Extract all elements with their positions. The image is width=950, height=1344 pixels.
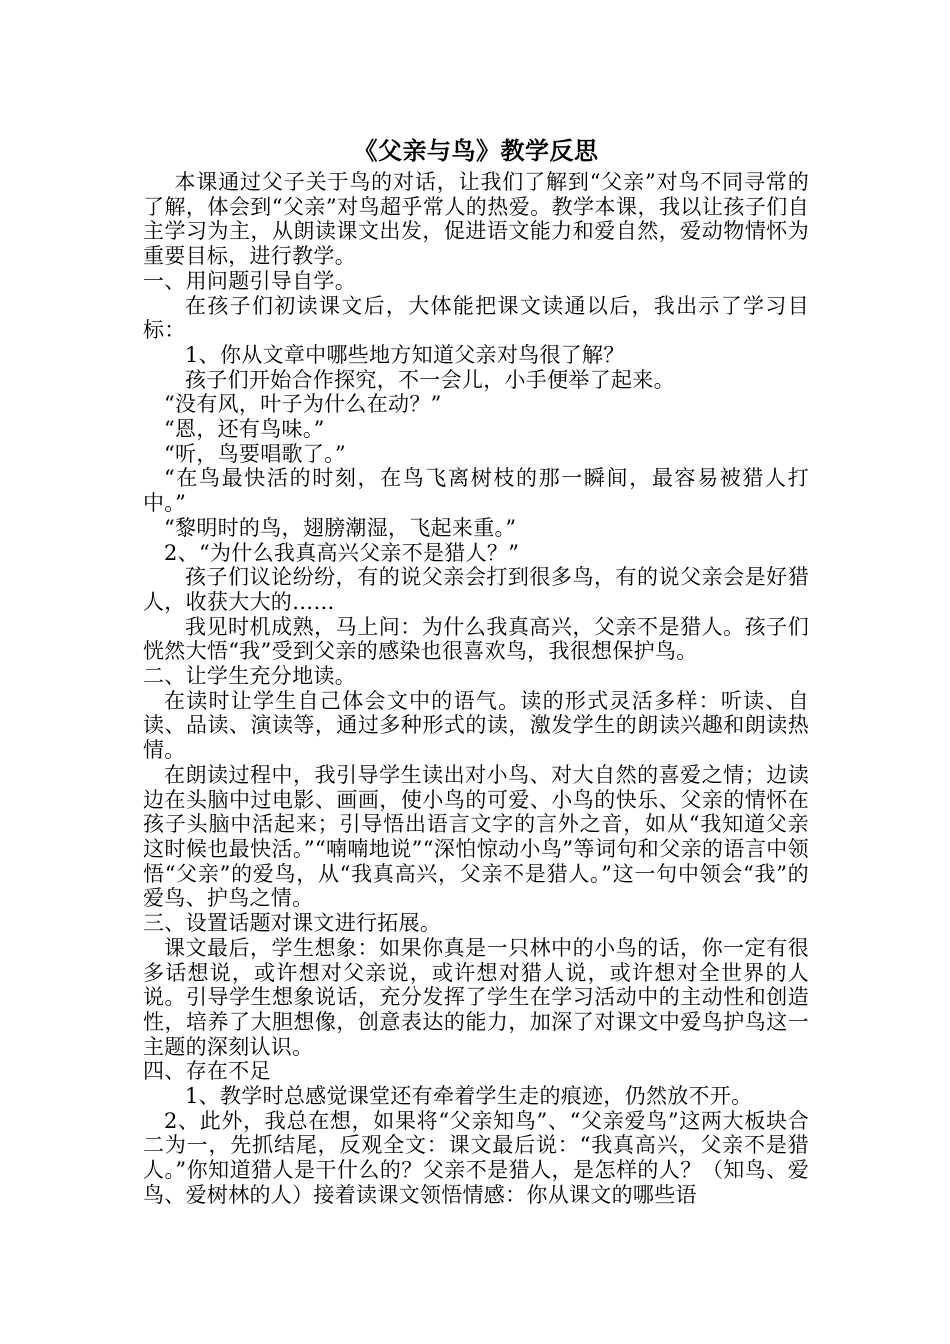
section-heading-2: 二、让学生充分地读。 <box>143 664 356 689</box>
section-heading-4: 四、存在不足 <box>143 1059 271 1084</box>
section-heading-3: 三、设置话题对课文进行拓展。 <box>143 911 442 936</box>
quote-line: “恩，还有鸟味。” <box>164 417 325 442</box>
paragraph: 在孩子们初读课文后，大体能把课文读通以后，我出示了学习目标： <box>143 293 809 343</box>
paragraph-intro: 本课通过父子关于鸟的对话，让我们了解到“父亲”对鸟不同寻常的了解，体会到“父亲”对鸟超乎常人的热爱。教学本课，我以让孩子们自主学习为主，从朗读课文出发，促进语文能力和爱自然，爱动物情怀为重要目标，进行教学。 <box>143 170 809 269</box>
quote-line: “黎明时的鸟，翅膀潮湿，飞起来重。” <box>164 515 517 540</box>
paragraph: 孩子们议论纷纷，有的说父亲会打到很多鸟，有的说父亲会是好猎人，收获大大的…… <box>143 565 809 614</box>
document-page <box>143 134 809 1208</box>
list-item: 1、你从文章中哪些地方知道父亲对鸟很了解？ <box>185 342 625 367</box>
paragraph: 我见时机成熟，马上问：为什么我真高兴，父亲不是猎人。孩子们恍然大悟“我”受到父亲的感染也很喜欢鸟，我很想保护鸟。 <box>143 614 809 664</box>
list-item: 1、教学时总感觉课堂还有牵着学生走的痕迹，仍然放不开。 <box>185 1084 753 1109</box>
quote-line: “听，鸟要唱歌了。” <box>164 441 346 466</box>
paragraph: 课文最后，学生想象：如果你真是一只林中的小鸟的话，你一定有很多话想说，或许想对父亲说，或许想对猎人说，或许想对全世界的人说。引导学生想象说话，充分发挥了学生在学习活动中的主动性和创造性，培养了大胆想像，创意表达的能力，加深了对课文中爱鸟护鸟这一主题的深刻认识。 <box>143 935 809 1059</box>
quote-line: “在鸟最快活的时刻，在鸟飞离树枝的那一瞬间，最容易被猎人打中。” <box>143 466 809 516</box>
list-item: 2、此外，我总在想，如果将“父亲知鸟”、“父亲爱鸟”这两大板块合二为一，先抓结尾，反观全文：课文最后说：“我真高兴，父亲不是猎人。”你知道猎人是干什么的？父亲不是猎人，是怎样的人？（知鸟、爱鸟、爱树林的人）接着读课文领悟情感：你从课文的哪些语 <box>143 1108 809 1207</box>
quote-line: “没有风，叶子为什么在动？” <box>164 392 442 417</box>
paragraph: 在读时让学生自己体会文中的语气。读的形式灵活多样：听读、自读、品读、演读等，通过多种形式的读，激发学生的朗读兴趣和朗读热情。 <box>143 688 809 763</box>
section-heading-1: 一、用问题引导自学。 <box>143 268 356 293</box>
paragraph: 孩子们开始合作探究，不一会儿，小手便举了起来。 <box>185 367 675 392</box>
list-item: 2、“为什么我真高兴父亲不是猎人？” <box>164 540 520 565</box>
paragraph: 在朗读过程中，我引导学生读出对小鸟、对大自然的喜爱之情；边读边在头脑中过电影、画画，使小鸟的可爱、小鸟的快乐、父亲的情怀在孩子头脑中活起来；引导悟出语言文字的言外之音，如从“我知道父亲这时候也最快活。”“喃喃地说”“深怕惊动小鸟”等词句和父亲的语言中领悟“父亲”的爱鸟，从“我真高兴，父亲不是猎人。”这一句中领会“我”的爱鸟、护鸟之情。 <box>143 762 809 911</box>
document-title: 《父亲与鸟》教学反思 <box>353 136 599 165</box>
